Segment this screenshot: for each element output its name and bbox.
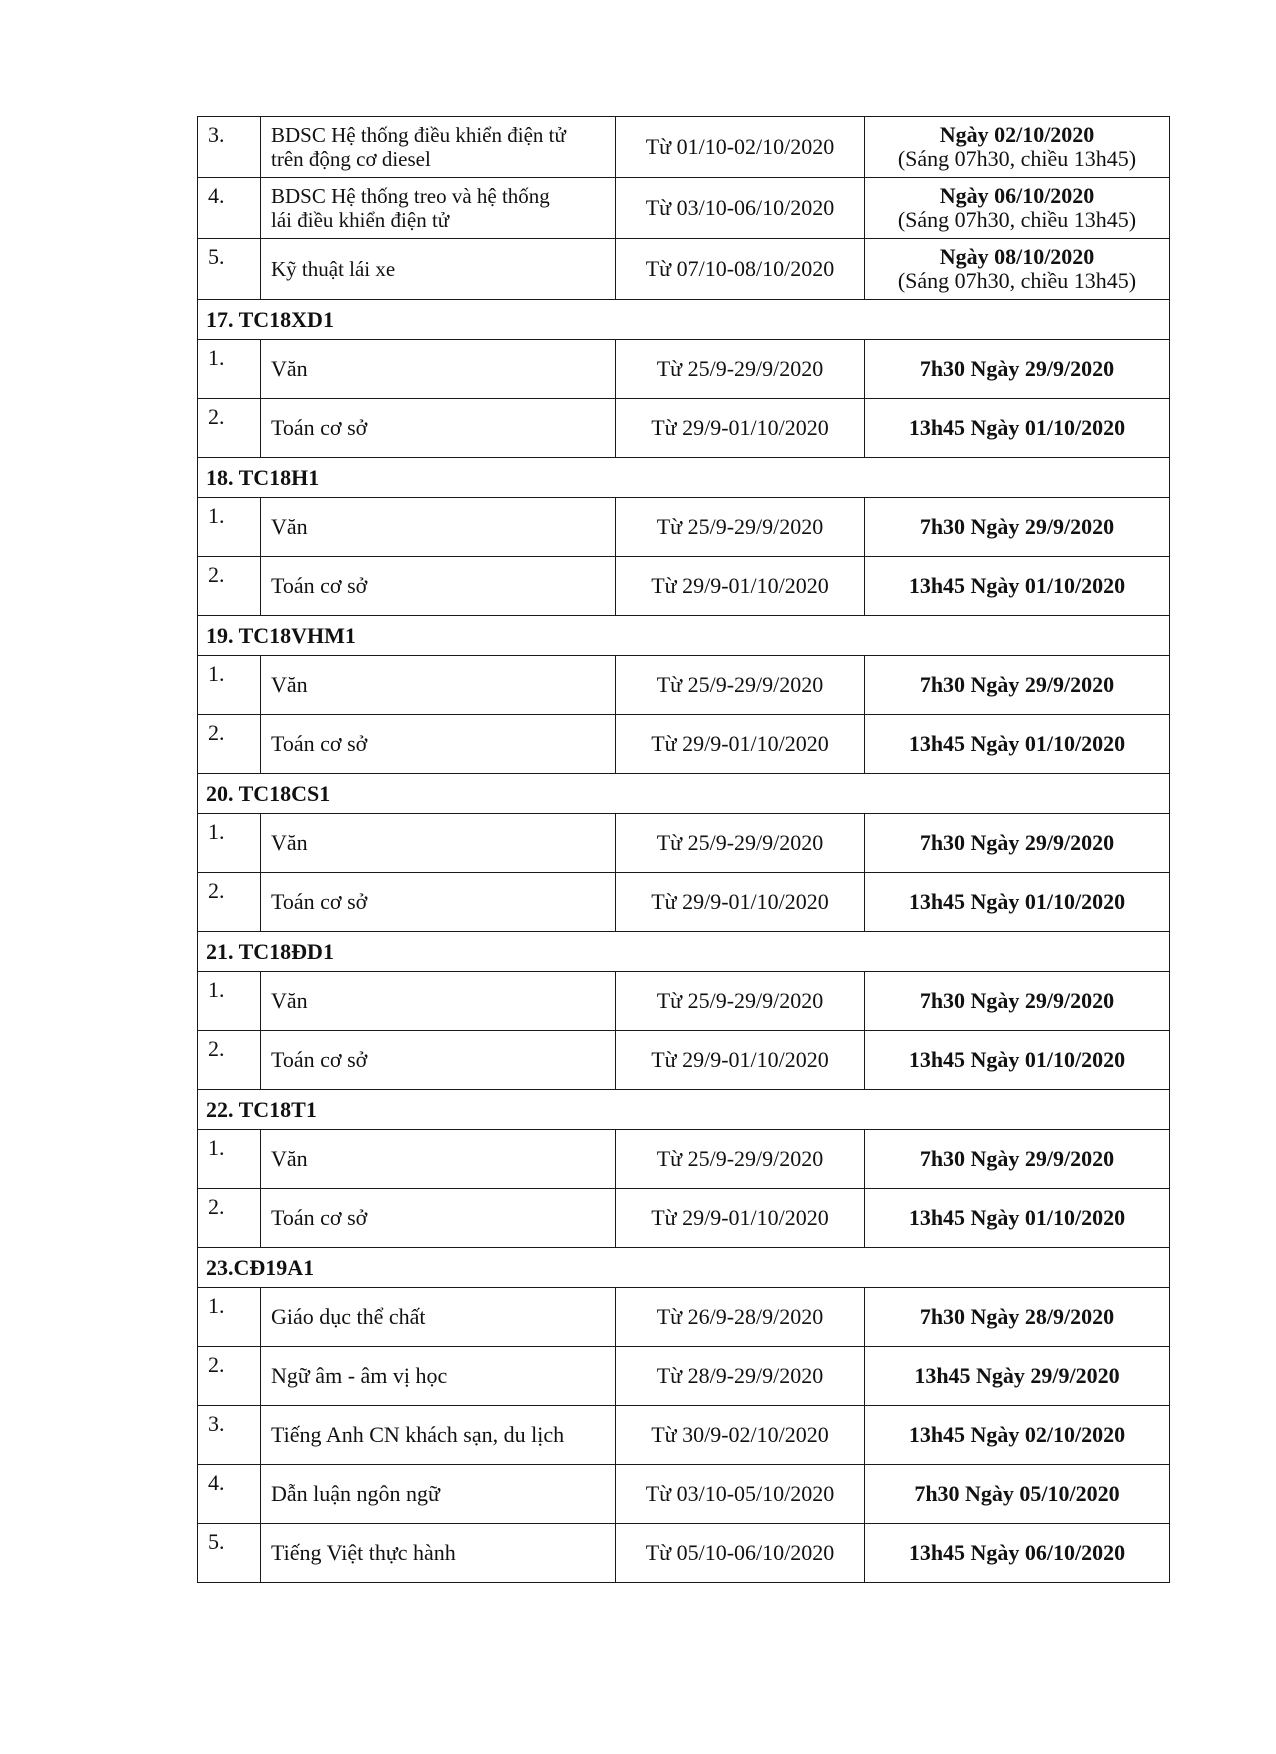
exam-time: 13h45 Ngày 01/10/2020 [908, 889, 1126, 914]
subject-name: Văn [271, 514, 308, 539]
class-group-label: 20. TC18CS1 [198, 774, 1170, 814]
subject-name: BDSC Hệ thống điều khiển điện tử [271, 123, 566, 147]
class-group-label: 18. TC18H1 [198, 458, 1170, 498]
row-number: 1. [198, 1130, 261, 1189]
row-number: 2. [198, 1031, 261, 1090]
table-row [198, 1130, 1170, 1189]
class-group-row [198, 774, 1170, 814]
exam-time: Ngày 06/10/2020 [939, 183, 1095, 208]
subject-name: Ngữ âm - âm vị học [271, 1363, 448, 1388]
exam-time-cell [865, 1031, 1170, 1090]
study-period: Từ 01/10-02/10/2020 [616, 117, 865, 178]
exam-time-cell [865, 1465, 1170, 1524]
exam-time-cell [865, 1288, 1170, 1347]
row-number: 5. [198, 1524, 261, 1583]
exam-time: 13h45 Ngày 01/10/2020 [908, 731, 1126, 756]
subject-cell [261, 1465, 616, 1524]
subject-name: Toán cơ sở [271, 573, 368, 598]
exam-time: Ngày 08/10/2020 [939, 244, 1095, 269]
class-group-label: 22. TC18T1 [198, 1090, 1170, 1130]
subject-cell [261, 873, 616, 932]
subject-name: Tiếng Việt thực hành [271, 1540, 456, 1565]
exam-time-cell [865, 557, 1170, 616]
row-number: 2. [198, 873, 261, 932]
study-period: Từ 26/9-28/9/2020 [616, 1288, 865, 1347]
class-group-label: 17. TC18XD1 [198, 300, 1170, 340]
class-group-row [198, 1090, 1170, 1130]
exam-time-cell [865, 1189, 1170, 1248]
subject-name: Toán cơ sở [271, 415, 368, 440]
exam-time: 13h45 Ngày 01/10/2020 [908, 1047, 1126, 1072]
exam-time-cell [865, 873, 1170, 932]
exam-time: 7h30 Ngày 29/9/2020 [919, 830, 1115, 855]
subject-name: Văn [271, 356, 308, 381]
table-row [198, 1347, 1170, 1406]
exam-time-cell [865, 715, 1170, 774]
exam-time: 7h30 Ngày 29/9/2020 [919, 356, 1115, 381]
row-number: 2. [198, 399, 261, 458]
subject-cell [261, 340, 616, 399]
class-group-label: 21. TC18ĐD1 [198, 932, 1170, 972]
exam-time: 13h45 Ngày 29/9/2020 [914, 1363, 1120, 1388]
subject-cell [261, 1524, 616, 1583]
subject-name: Tiếng Anh CN khách sạn, du lịch [271, 1422, 565, 1447]
class-group-row [198, 300, 1170, 340]
row-number: 2. [198, 557, 261, 616]
study-period: Từ 05/10-06/10/2020 [616, 1524, 865, 1583]
exam-time: Ngày 02/10/2020 [939, 122, 1095, 147]
table-row [198, 972, 1170, 1031]
subject-name: BDSC Hệ thống treo và hệ thống [271, 184, 550, 208]
study-period: Từ 29/9-01/10/2020 [616, 399, 865, 458]
class-group-row [198, 932, 1170, 972]
table-row [198, 814, 1170, 873]
row-number: 2. [198, 715, 261, 774]
subject-cell [261, 656, 616, 715]
row-number: 4. [198, 178, 261, 239]
subject-name: lái điều khiển điện tử [271, 208, 450, 232]
exam-schedule-document [197, 116, 1169, 1583]
row-number: 3. [198, 1406, 261, 1465]
exam-time: 13h45 Ngày 06/10/2020 [908, 1540, 1126, 1565]
table-row [198, 178, 1170, 239]
subject-cell [261, 1130, 616, 1189]
table-row [198, 1288, 1170, 1347]
exam-time: 7h30 Ngày 05/10/2020 [914, 1481, 1120, 1506]
exam-time-cell [865, 340, 1170, 399]
subject-name: trên động cơ diesel [271, 147, 431, 171]
subject-cell [261, 239, 616, 300]
subject-cell [261, 399, 616, 458]
row-number: 1. [198, 814, 261, 873]
subject-cell [261, 498, 616, 557]
study-period: Từ 29/9-01/10/2020 [616, 715, 865, 774]
row-number: 2. [198, 1189, 261, 1248]
subject-cell [261, 557, 616, 616]
row-number: 1. [198, 656, 261, 715]
class-group-label: 23.CĐ19A1 [198, 1248, 1170, 1288]
subject-cell [261, 117, 616, 178]
subject-cell [261, 972, 616, 1031]
subject-name: Văn [271, 1146, 308, 1171]
study-period: Từ 03/10-06/10/2020 [616, 178, 865, 239]
subject-cell [261, 1189, 616, 1248]
exam-time: 7h30 Ngày 29/9/2020 [919, 1146, 1115, 1171]
exam-time-cell [865, 399, 1170, 458]
exam-time-cell [865, 1130, 1170, 1189]
schedule-rows [198, 117, 1170, 1583]
exam-time: 7h30 Ngày 29/9/2020 [919, 988, 1115, 1013]
row-number: 1. [198, 1288, 261, 1347]
class-group-label: 19. TC18VHM1 [198, 616, 1170, 656]
subject-cell [261, 715, 616, 774]
row-number: 5. [198, 239, 261, 300]
subject-name: Toán cơ sở [271, 889, 368, 914]
exam-time-cell [865, 239, 1170, 300]
exam-time-cell [865, 972, 1170, 1031]
exam-schedule-table [197, 116, 1170, 1583]
subject-name: Toán cơ sở [271, 1205, 368, 1230]
exam-time-cell [865, 178, 1170, 239]
subject-cell [261, 1347, 616, 1406]
table-row [198, 239, 1170, 300]
subject-name: Toán cơ sở [271, 1047, 368, 1072]
exam-time: 13h45 Ngày 01/10/2020 [908, 415, 1126, 440]
study-period: Từ 25/9-29/9/2020 [616, 498, 865, 557]
subject-name: Kỹ thuật lái xe [271, 257, 396, 281]
table-row [198, 1524, 1170, 1583]
subject-name: Văn [271, 830, 308, 855]
table-row [198, 399, 1170, 458]
table-row [198, 715, 1170, 774]
subject-name: Văn [271, 672, 308, 697]
table-row [198, 117, 1170, 178]
exam-time: 7h30 Ngày 28/9/2020 [919, 1304, 1115, 1329]
exam-time: 7h30 Ngày 29/9/2020 [919, 514, 1115, 539]
study-period: Từ 25/9-29/9/2020 [616, 1130, 865, 1189]
exam-time-cell [865, 1347, 1170, 1406]
row-number: 1. [198, 972, 261, 1031]
table-row [198, 1189, 1170, 1248]
study-period: Từ 25/9-29/9/2020 [616, 972, 865, 1031]
subject-cell [261, 814, 616, 873]
class-group-row [198, 458, 1170, 498]
subject-cell [261, 1031, 616, 1090]
study-period: Từ 25/9-29/9/2020 [616, 656, 865, 715]
table-row [198, 557, 1170, 616]
table-row [198, 656, 1170, 715]
exam-time: 13h45 Ngày 01/10/2020 [908, 573, 1126, 598]
exam-time-cell [865, 1406, 1170, 1465]
table-row [198, 873, 1170, 932]
study-period: Từ 29/9-01/10/2020 [616, 557, 865, 616]
exam-time: 7h30 Ngày 29/9/2020 [919, 672, 1115, 697]
exam-time-cell [865, 117, 1170, 178]
study-period: Từ 25/9-29/9/2020 [616, 814, 865, 873]
row-number: 2. [198, 1347, 261, 1406]
study-period: Từ 29/9-01/10/2020 [616, 1189, 865, 1248]
exam-time: 13h45 Ngày 02/10/2020 [908, 1422, 1126, 1447]
subject-cell [261, 178, 616, 239]
study-period: Từ 29/9-01/10/2020 [616, 1031, 865, 1090]
table-row [198, 1406, 1170, 1465]
class-group-row [198, 1248, 1170, 1288]
subject-name: Giáo dục thể chất [271, 1304, 426, 1329]
row-number: 1. [198, 340, 261, 399]
exam-time-cell [865, 814, 1170, 873]
exam-time-cell [865, 656, 1170, 715]
row-number: 1. [198, 498, 261, 557]
exam-time: 13h45 Ngày 01/10/2020 [908, 1205, 1126, 1230]
subject-name: Dẫn luận ngôn ngữ [271, 1481, 440, 1506]
table-row [198, 340, 1170, 399]
exam-time-cell [865, 498, 1170, 557]
study-period: Từ 28/9-29/9/2020 [616, 1347, 865, 1406]
table-row [198, 1031, 1170, 1090]
subject-cell [261, 1406, 616, 1465]
exam-time-cell [865, 1524, 1170, 1583]
row-number: 3. [198, 117, 261, 178]
class-group-row [198, 616, 1170, 656]
row-number: 4. [198, 1465, 261, 1524]
table-row [198, 498, 1170, 557]
subject-cell [261, 1288, 616, 1347]
table-row [198, 1465, 1170, 1524]
subject-name: Văn [271, 988, 308, 1013]
subject-name: Toán cơ sở [271, 731, 368, 756]
study-period: Từ 25/9-29/9/2020 [616, 340, 865, 399]
exam-session-note: (Sáng 07h30, chiều 13h45) [897, 207, 1137, 232]
study-period: Từ 07/10-08/10/2020 [616, 239, 865, 300]
exam-session-note: (Sáng 07h30, chiều 13h45) [897, 268, 1137, 293]
study-period: Từ 30/9-02/10/2020 [616, 1406, 865, 1465]
exam-session-note: (Sáng 07h30, chiều 13h45) [897, 146, 1137, 171]
study-period: Từ 03/10-05/10/2020 [616, 1465, 865, 1524]
study-period: Từ 29/9-01/10/2020 [616, 873, 865, 932]
